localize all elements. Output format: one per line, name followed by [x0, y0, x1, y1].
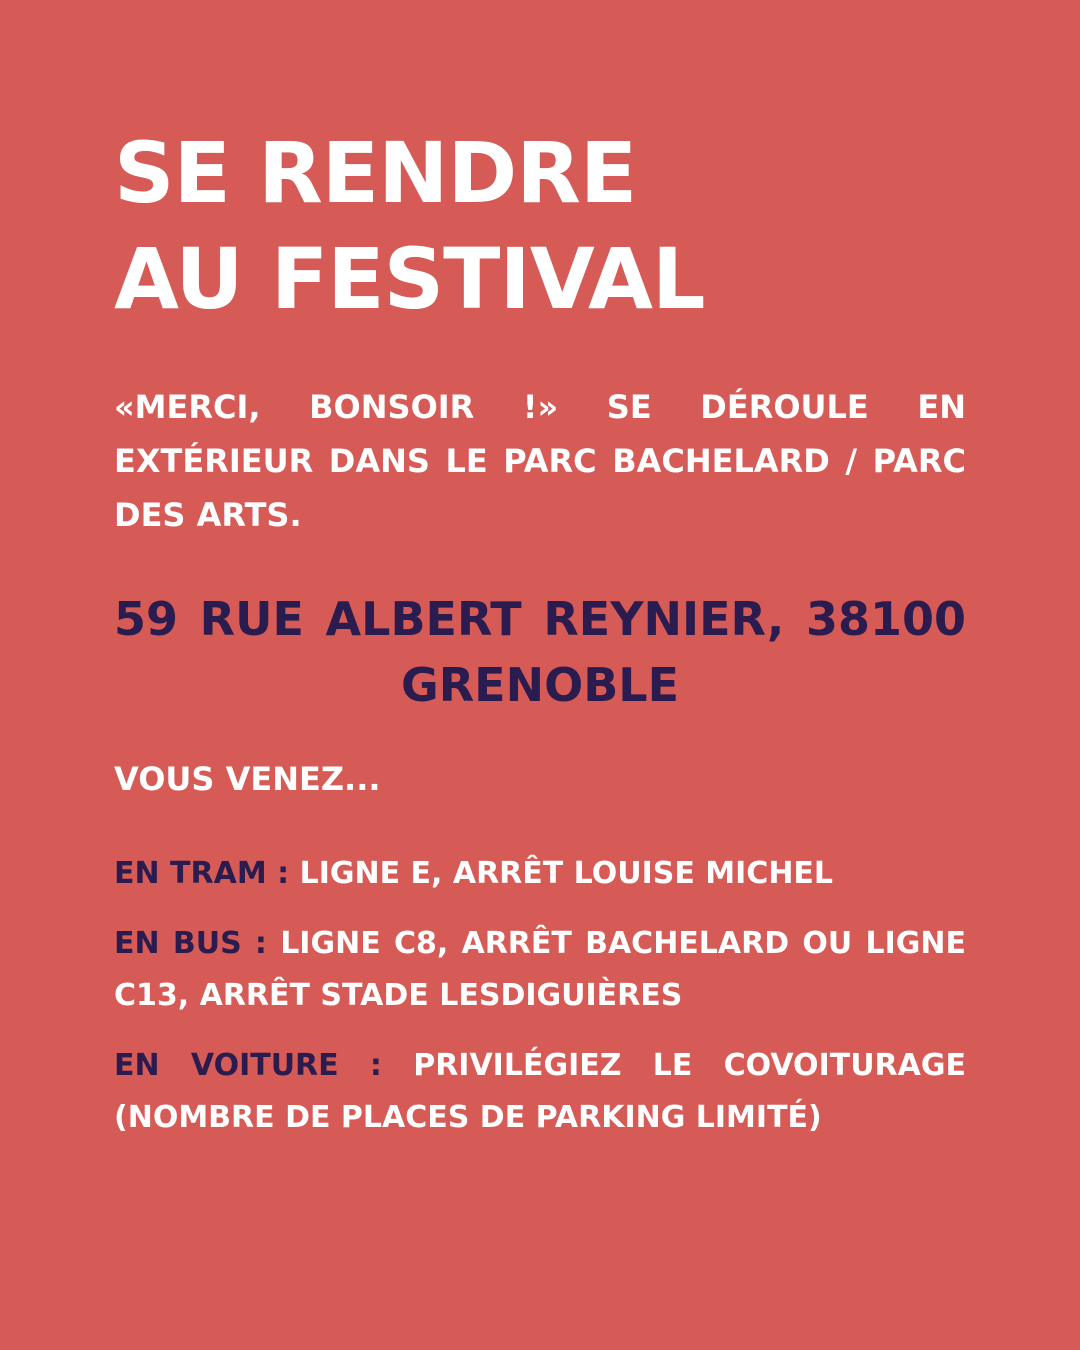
page-title — [114, 120, 966, 332]
transport-item-bus — [114, 918, 966, 1022]
poster-content — [114, 120, 966, 1162]
transport-details-tram: LIGNE E, ARRÊT LOUISE MICHEL — [299, 856, 834, 891]
transport-details-car: PRIVILÉGIEZ LE COVOITURAGE (NOMBRE DE PLACES DE PARKING LIMITÉ) — [114, 1048, 966, 1135]
transport-item-tram — [114, 848, 966, 900]
transport-list — [114, 848, 966, 1144]
transport-mode-car: EN VOITURE : — [114, 1048, 382, 1083]
transport-item-car — [114, 1040, 966, 1144]
title-line-1: SE RENDRE — [114, 124, 637, 222]
intro-text: «MERCI, BONSOIR !» SE DÉROULE EN EXTÉRIEUR DANS LE PARC BACHELARD / PARC DES ARTS. — [114, 388, 966, 534]
address: 59 RUE ALBERT REYNIER, 38100 GRENOBLE — [114, 592, 966, 712]
transport-details-bus: LIGNE C8, ARRÊT BACHELARD OU LIGNE C13, ARRÊT STADE LESDIGUIÈRES — [114, 926, 966, 1013]
vous-venez-heading: VOUS VENEZ... — [114, 760, 381, 798]
title-line-2: AU FESTIVAL — [114, 230, 705, 328]
transport-mode-bus: EN BUS : — [114, 926, 267, 961]
transport-mode-tram: EN TRAM : — [114, 856, 290, 891]
